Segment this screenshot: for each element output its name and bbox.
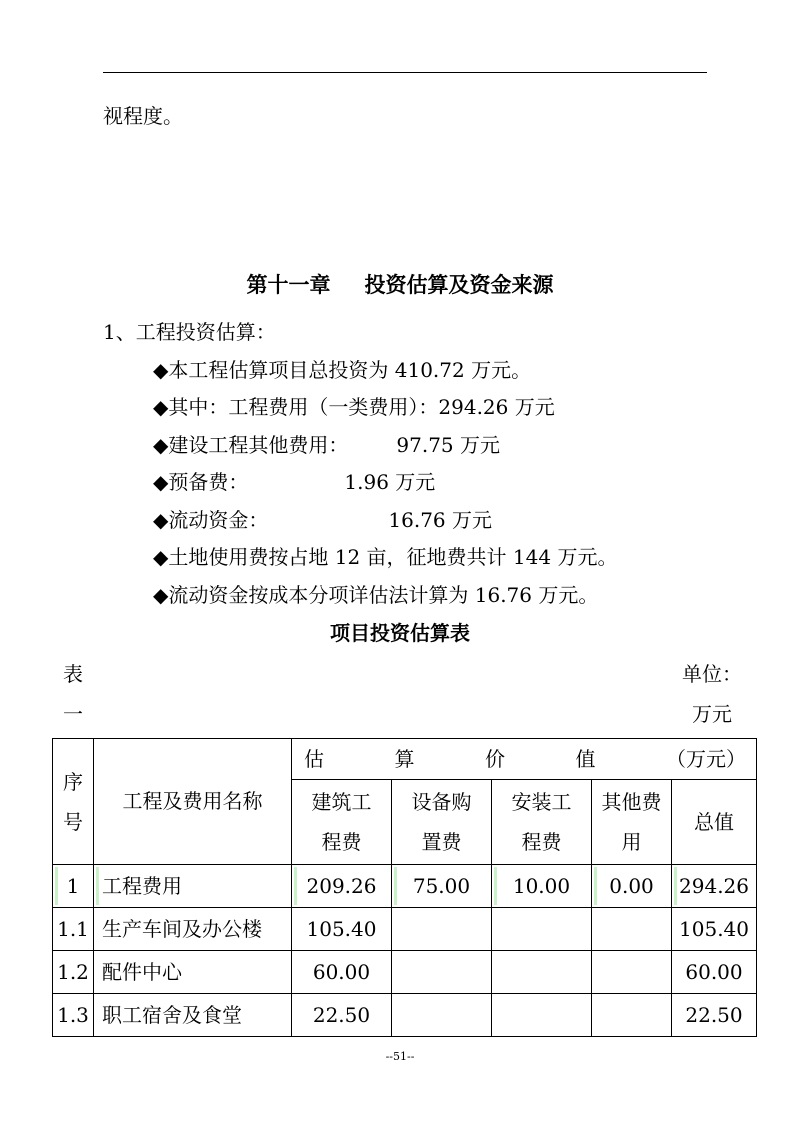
table-label-line2: 一: [63, 702, 83, 726]
bullet-item: [153, 356, 531, 384]
install-cell: [492, 994, 592, 1037]
total-cell: 60.00: [672, 951, 757, 994]
seq-cell: 1.3: [53, 994, 94, 1037]
page-number: --51--: [385, 1050, 415, 1063]
other-cell: 0.00: [592, 865, 672, 908]
diamond-bullet-icon: ◆: [153, 433, 169, 457]
name-cell: 工程费用: [94, 865, 292, 908]
install-cell: 10.00: [492, 865, 592, 908]
other-cell: [592, 994, 672, 1037]
build-cell: 209.26: [292, 865, 392, 908]
seq-cell: 1.2: [53, 951, 94, 994]
name-cell: 生产车间及办公楼: [94, 908, 292, 951]
name-cell: 配件中心: [94, 951, 292, 994]
build-cell: 60.00: [292, 951, 392, 994]
table-label-line1: 表: [63, 662, 83, 686]
install-cell: [492, 951, 592, 994]
seq-cell: 1: [53, 865, 94, 908]
seq-cell: 1.1: [53, 908, 94, 951]
header-rule: [103, 72, 707, 73]
equip-cell: 75.00: [392, 865, 492, 908]
table-row: [53, 951, 757, 994]
bullet-text: 土地使用费按占地 12 亩，征地费共计 144 万元。: [168, 545, 618, 569]
build-cost-header: 建筑工 程费: [292, 780, 392, 865]
total-cell: 294.26: [672, 865, 757, 908]
investment-estimate-table: [52, 738, 757, 1037]
diamond-bullet-icon: ◆: [153, 545, 169, 569]
unit-label-line2: 万元: [692, 702, 732, 726]
build-cell: 105.40: [292, 908, 392, 951]
continuation-text: 视程度。: [103, 104, 183, 128]
other-cost-header: 其他费 用: [592, 780, 672, 865]
equip-cell: [392, 908, 492, 951]
bullet-value: 97.75 万元: [396, 433, 501, 457]
diamond-bullet-icon: ◆: [153, 470, 169, 494]
table-title: 项目投资估算表: [330, 621, 470, 645]
bullet-item: [153, 431, 500, 459]
chapter-title: 投资估算及资金来源: [364, 272, 554, 297]
bullet-label: 预备费：: [168, 470, 249, 494]
section-heading: 1、工程投资估算：: [103, 320, 276, 344]
estimate-header: 估 算 价 值 （万元）: [292, 739, 757, 780]
unit-label-line1: 单位：: [682, 662, 742, 686]
bullet-label: 建设工程其他费用：: [168, 433, 349, 457]
bullet-item: [153, 543, 617, 571]
table-row: [53, 908, 757, 951]
equipment-cost-header: 设备购 置费: [392, 780, 492, 865]
diamond-bullet-icon: ◆: [153, 395, 169, 419]
seq-header: 序 号: [53, 739, 94, 865]
equip-cell: [392, 951, 492, 994]
other-cell: [592, 951, 672, 994]
bullet-item: [153, 506, 492, 534]
bullet-label: 流动资金：: [168, 508, 269, 532]
name-cell: 职工宿舍及食堂: [94, 994, 292, 1037]
diamond-bullet-icon: ◆: [153, 583, 169, 607]
build-cell: 22.50: [292, 994, 392, 1037]
bullet-value: 16.76 万元: [388, 508, 493, 532]
bullet-item: [153, 468, 435, 496]
bullet-item: [153, 581, 598, 609]
table-row: [53, 865, 757, 908]
chapter-heading: [0, 271, 800, 299]
bullet-text: 其中：工程费用（一类费用）：294.26 万元: [168, 395, 555, 419]
bullet-text: 流动资金按成本分项详估法计算为 16.76 万元。: [168, 583, 599, 607]
chapter-number: 第十一章: [246, 272, 331, 297]
diamond-bullet-icon: ◆: [153, 358, 169, 382]
install-cost-header: 安装工 程费: [492, 780, 592, 865]
bullet-value: 1.96 万元: [344, 470, 436, 494]
table-header-row: [53, 739, 757, 780]
table-row: [53, 994, 757, 1037]
total-header: 总值: [672, 780, 757, 865]
bullet-item: [153, 393, 555, 421]
name-header: 工程及费用名称: [94, 739, 292, 865]
install-cell: [492, 908, 592, 951]
other-cell: [592, 908, 672, 951]
equip-cell: [392, 994, 492, 1037]
diamond-bullet-icon: ◆: [153, 508, 169, 532]
bullet-text: 本工程估算项目总投资为 410.72 万元。: [168, 358, 532, 382]
total-cell: 22.50: [672, 994, 757, 1037]
total-cell: 105.40: [672, 908, 757, 951]
